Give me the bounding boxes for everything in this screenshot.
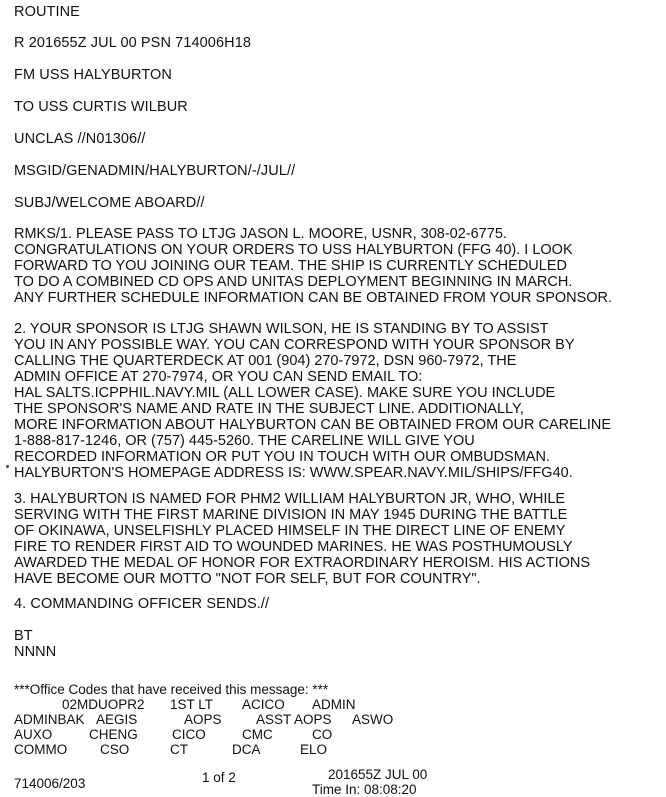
office-code: 02MDUOPR2 [62, 697, 145, 712]
office-code: CSO [100, 742, 130, 757]
office-code: CICO [172, 727, 206, 742]
office-code: CMC [242, 727, 273, 742]
paragraph-2 [14, 321, 611, 481]
para2-line: HAL SALTS.ICPPHIL.NAVY.MIL (ALL LOWER CASE). MAKE SURE YOU INCLUDE [14, 385, 556, 401]
para1-line: FORWARD TO YOU JOINING OUR TEAM. THE SHIP IS CURRENTLY SCHEDULED [14, 258, 567, 274]
office-code: AUXO [14, 727, 53, 742]
para2-line: MORE INFORMATION ABOUT HALYBURTON CAN BE OBTAINED FROM OUR CARELINE [14, 417, 611, 433]
office-code: 1ST LT [170, 697, 214, 712]
para3-line: FIRE TO RENDER FIRST AID TO WOUNDED MARINES. HE WAS POSTHUMOUSLY [14, 539, 573, 555]
para2-line: RECORDED INFORMATION OR PUT YOU IN TOUCH WITH OUR OMBUDSMAN. [14, 449, 550, 465]
office-code: CHENG [89, 727, 138, 742]
para2-line: HALYBURTON'S HOMEPAGE ADDRESS IS: WWW.SPEAR.NAVY.MIL/SHIPS/FFG40. [14, 465, 573, 481]
office-code: ASST AOPS [256, 712, 332, 727]
office-code: CT [170, 742, 188, 757]
office-code: ACICO [242, 697, 285, 712]
office-code: ELO [300, 742, 328, 757]
para1-line: TO DO A COMBINED CD OPS AND UNITAS DEPLOYMENT BEGINNING IN MARCH. [14, 274, 573, 290]
doc-number: 714006/203 [14, 776, 86, 791]
para2-line: YOU IN ANY POSSIBLE WAY. YOU CAN CORRESPOND WITH YOUR SPONSOR BY [14, 337, 575, 353]
from-line: FM USS HALYBURTON [14, 67, 173, 83]
para1-line: ANY FURTHER SCHEDULE INFORMATION CAN BE OBTAINED FROM YOUR SPONSOR. [14, 290, 613, 306]
office-code: DCA [232, 742, 261, 757]
scan-speck [6, 465, 9, 468]
paragraph-4: 4. COMMANDING OFFICER SENDS.// [14, 596, 270, 612]
para2-line: ADMIN OFFICE AT 270-7974, OR YOU CAN SEND EMAIL TO: [14, 369, 423, 385]
office-code: CO [312, 727, 333, 742]
paragraph-1 [14, 226, 612, 306]
para1-line: CONGRATULATIONS ON YOUR ORDERS TO USS HALYBURTON (FFG 40). I LOOK [14, 242, 573, 258]
paragraph-3 [14, 491, 590, 587]
office-code: ADMIN [312, 697, 356, 712]
para3-line: AWARDED THE MEDAL OF HONOR FOR EXTRAORDINARY HEROISM. HIS ACTIONS [14, 555, 591, 571]
dtg-footer: 201655Z JUL 00 [328, 767, 428, 782]
precedence: ROUTINE [14, 4, 80, 20]
para3-line: SERVING WITH THE FIRST MARINE DIVISION IN MAY 1945 DURING THE BATTLE [14, 507, 568, 523]
dtg-line: R 201655Z JUL 00 PSN 714006H18 [14, 35, 252, 51]
office-code: COMMO [14, 742, 68, 757]
para1-line: RMKS/1. PLEASE PASS TO LTJG JASON L. MOORE, USNR, 308-02-6775. [14, 226, 507, 242]
classification-line: UNCLAS //N01306// [14, 131, 146, 147]
bt-marker: BT [14, 628, 33, 644]
para2-line: THE SPONSOR'S NAME AND RATE IN THE SUBJECT LINE. ADDITIONALLY, [14, 401, 524, 417]
office-codes-heading-text: ***Office Codes that have received this message: *** [14, 682, 329, 697]
para2-line: 1-888-817-1246, OR (757) 445-5260. THE CARELINE WILL GIVE YOU [14, 433, 475, 449]
para3-line: 3. HALYBURTON IS NAMED FOR PHM2 WILLIAM HALYBURTON JR, WHO, WHILE [14, 491, 566, 507]
para2-line: CALLING THE QUARTERDECK AT 001 (904) 270-7972, DSN 960-7972, THE [14, 353, 517, 369]
office-code: ASWO [352, 712, 394, 727]
time-in: Time In: 08:08:20 [312, 782, 417, 797]
nnnn-marker: NNNN [14, 644, 57, 660]
subject-line: SUBJ/WELCOME ABOARD// [14, 195, 205, 211]
para3-line: HAVE BECOME OUR MOTTO "NOT FOR SELF, BUT FOR COUNTRY". [14, 571, 481, 587]
para2-line: 2. YOUR SPONSOR IS LTJG SHAWN WILSON, HE IS STANDING BY TO ASSIST [14, 321, 549, 337]
para3-line: OF OKINAWA, UNSELFISHLY PLACED HIMSELF IN THE DIRECT LINE OF ENEMY [14, 523, 566, 539]
office-code: AEGIS [96, 712, 138, 727]
page-number: 1 of 2 [202, 770, 236, 785]
msgid-line: MSGID/GENADMIN/HALYBURTON/-/JUL// [14, 163, 296, 179]
office-code: AOPS [184, 712, 222, 727]
to-line: TO USS CURTIS WILBUR [14, 99, 188, 115]
office-code: ADMINBAK [14, 712, 85, 727]
